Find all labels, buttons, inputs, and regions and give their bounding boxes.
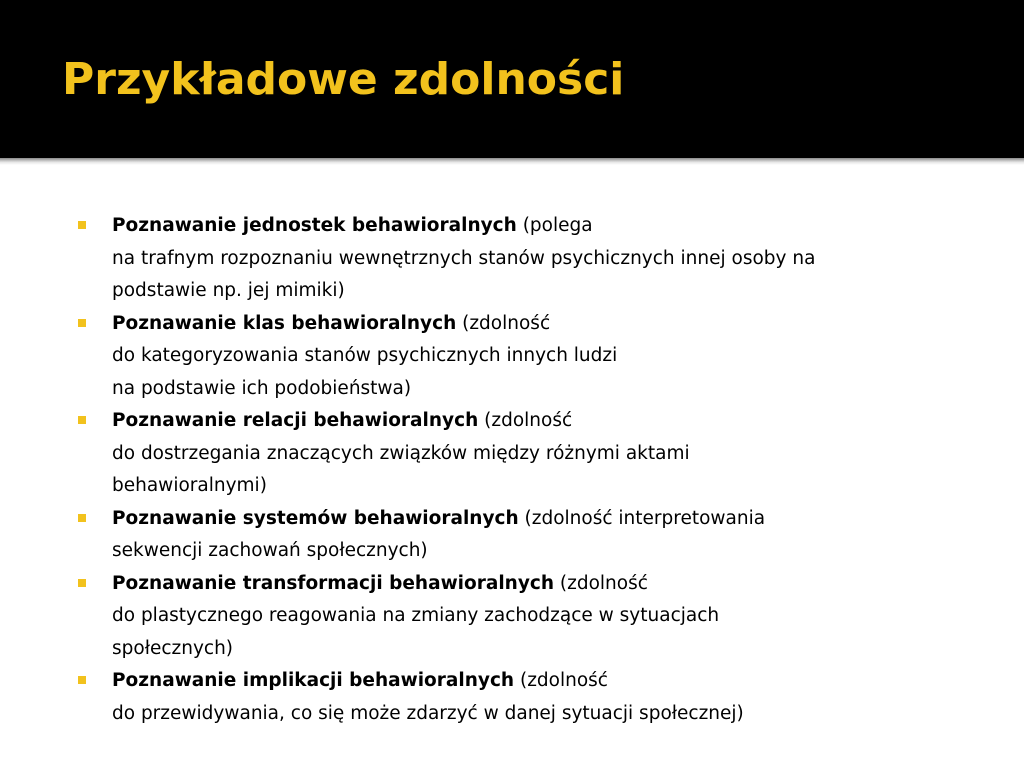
bullet-item-systemow [78, 503, 978, 568]
bullet-first-line [112, 210, 978, 243]
square-bullet-icon [78, 579, 86, 587]
bullet-text: (zdolność [554, 572, 648, 594]
slide-title: Przykładowe zdolności [62, 54, 625, 105]
bullet-line: społecznych) [112, 637, 234, 659]
bullet-text: (zdolność interpretowania [518, 507, 766, 529]
bullet-term: Poznawanie relacji behawioralnych [112, 410, 479, 431]
bullet-term: Poznawanie transformacji behawioralnych [112, 572, 555, 594]
bullet-text: (zdolność [514, 670, 608, 691]
bullet-line: do plastycznego reagowania na zmiany zachodzące w sytuacjach [112, 605, 720, 626]
bullet-first-line [112, 405, 978, 438]
bullet-text: (polega [516, 215, 593, 236]
bullet-term: Poznawanie jednostek behawioralnych [112, 215, 517, 236]
bullet-item-implikacji [78, 665, 978, 730]
bullet-item-transformacji [78, 568, 978, 666]
title-band [0, 0, 1024, 158]
bullet-term: Poznawanie implikacji behawioralnych [112, 670, 515, 691]
bullet-line: do dostrzegania znaczących związków między różnymi aktami [112, 442, 690, 464]
bullet-term: Poznawanie klas behawioralnych [112, 312, 457, 334]
bullet-list [78, 210, 978, 730]
bullet-first-line [112, 308, 978, 341]
bullet-item-relacji [78, 405, 978, 503]
square-bullet-icon [78, 676, 86, 684]
bullet-first-line [112, 665, 978, 698]
bullet-line: na trafnym rozpoznaniu wewnętrznych stanów psychicznych innej osoby na [112, 247, 816, 269]
bullet-line: do kategoryzowania stanów psychicznych innych ludzi [112, 345, 618, 366]
bullet-text: (zdolność [456, 312, 551, 334]
title-band-shadow [0, 158, 1024, 165]
bullet-first-line [112, 568, 978, 601]
square-bullet-icon [78, 221, 86, 229]
bullet-line: podstawie np. jej mimiki) [112, 280, 345, 301]
bullet-line: do przewidywania, co się może zdarzyć w danej sytuacji społecznej) [112, 702, 744, 724]
bullet-item-klas [78, 308, 978, 406]
square-bullet-icon [78, 319, 86, 327]
square-bullet-icon [78, 514, 86, 522]
bullet-first-line [112, 503, 978, 536]
bullet-text: (zdolność [478, 410, 573, 431]
bullet-item-jednostek [78, 210, 978, 308]
bullet-line: sekwencji zachowań społecznych) [112, 540, 428, 561]
square-bullet-icon [78, 416, 86, 424]
bullet-term: Poznawanie systemów behawioralnych [112, 507, 519, 529]
bullet-line: behawioralnymi) [112, 475, 267, 496]
bullet-line: na podstawie ich podobieństwa) [112, 377, 412, 399]
